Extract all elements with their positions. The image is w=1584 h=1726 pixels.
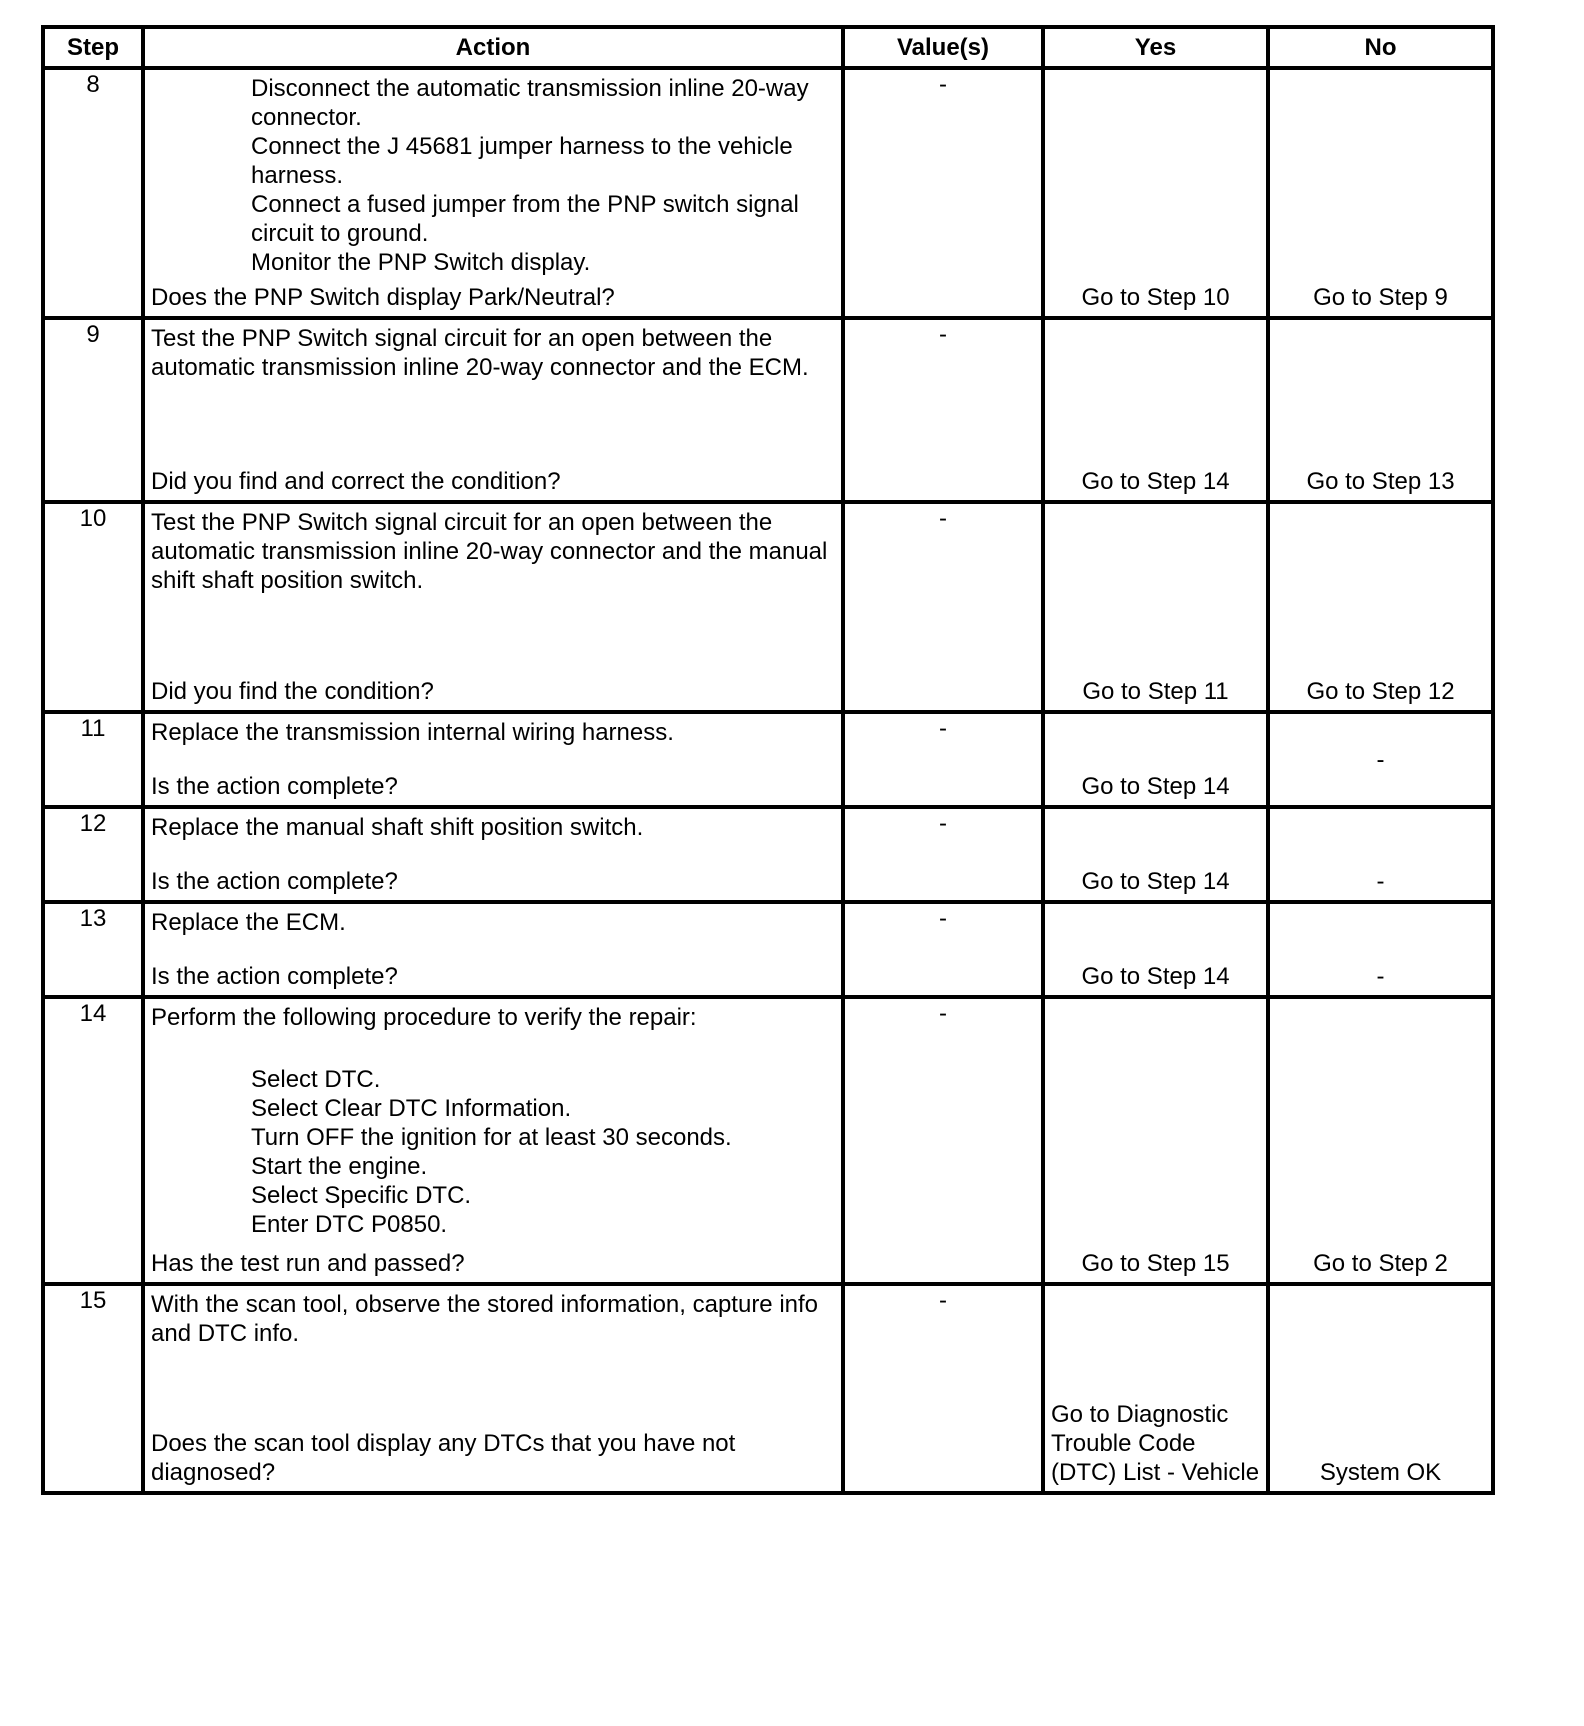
- table-row: [43, 1284, 1493, 1493]
- procedure-step: Select Specific DTC.: [251, 1182, 472, 1209]
- no-cell: [1268, 1284, 1493, 1493]
- header-row: [43, 27, 1493, 68]
- table-row: [43, 902, 1493, 997]
- step-number: 14: [43, 997, 143, 1284]
- yes-cell: [1043, 807, 1268, 902]
- no-result: Go to Step 2: [1313, 1250, 1448, 1277]
- action-cell: [143, 807, 843, 902]
- no-cell: [1268, 68, 1493, 318]
- no-cell: [1268, 902, 1493, 997]
- table-row: [43, 712, 1493, 807]
- yes-result: Go to Step 14: [1081, 868, 1230, 895]
- step-number: 8: [43, 68, 143, 318]
- yes-cell: [1043, 502, 1268, 712]
- no-result: Go to Step 12: [1306, 678, 1455, 705]
- yes-result: Go to Step 14: [1081, 773, 1230, 800]
- action-cell: [143, 902, 843, 997]
- no-cell: [1268, 502, 1493, 712]
- action-text: Replace the transmission internal wiring harness.: [151, 719, 674, 746]
- yes-cell: [1043, 318, 1268, 502]
- header-action: Action: [143, 27, 843, 68]
- yes-cell: [1043, 1284, 1268, 1493]
- action-text: With the scan tool, observe the stored information, capture info and DTC info.: [151, 1291, 819, 1347]
- action-text: Replace the manual shaft shift position switch.: [151, 814, 644, 841]
- procedure-step: Disconnect the automatic transmission inline 20-way connector.: [251, 75, 809, 131]
- no-cell: [1268, 712, 1493, 807]
- action-cell: [143, 318, 843, 502]
- no-result: Go to Step 9: [1313, 284, 1448, 311]
- value-cell: -: [843, 502, 1043, 712]
- procedure-step: Connect the J 45681 jumper harness to the vehicle harness.: [251, 133, 793, 189]
- header-step: Step: [43, 27, 143, 68]
- procedure-step: Start the engine.: [251, 1153, 428, 1180]
- action-cell: [143, 1284, 843, 1493]
- no-result: System OK: [1319, 1459, 1442, 1486]
- yes-result: Go to Step 11: [1082, 678, 1229, 705]
- action-cell: [143, 712, 843, 807]
- table-row: [43, 807, 1493, 902]
- table-row: [43, 68, 1493, 318]
- step-number: 10: [43, 502, 143, 712]
- step-number: 15: [43, 1284, 143, 1493]
- action-question: Did you find and correct the condition?: [151, 468, 561, 495]
- yes-cell: [1043, 712, 1268, 807]
- action-cell: [143, 68, 843, 318]
- action-text: Test the PNP Switch signal circuit for an open between the automatic transmission inline 20-way connector and the manual shift shaft position switch.: [151, 509, 828, 594]
- action-text: Perform the following procedure to verify the repair:: [151, 1004, 697, 1031]
- value-cell: -: [843, 902, 1043, 997]
- action-question: Is the action complete?: [151, 773, 398, 800]
- value-cell: -: [843, 1284, 1043, 1493]
- procedure-step: Enter DTC P0850.: [251, 1211, 448, 1238]
- step-number: 12: [43, 807, 143, 902]
- action-question: Is the action complete?: [151, 868, 398, 895]
- value-cell: -: [843, 68, 1043, 318]
- no-cell: [1268, 807, 1493, 902]
- procedure-step: Monitor the PNP Switch display.: [251, 249, 591, 276]
- yes-result: Go to Step 15: [1081, 1250, 1230, 1277]
- yes-result: Go to Diagnostic Trouble Code (DTC) List - Vehicle: [1051, 1401, 1260, 1486]
- yes-cell: [1043, 997, 1268, 1284]
- action-question: Does the PNP Switch display Park/Neutral?: [151, 284, 615, 311]
- step-number: 9: [43, 318, 143, 502]
- no-result: -: [1376, 868, 1385, 895]
- value-cell: -: [843, 318, 1043, 502]
- action-cell: [143, 997, 843, 1284]
- procedure-step: Turn OFF the ignition for at least 30 seconds.: [251, 1124, 732, 1151]
- action-question: Has the test run and passed?: [151, 1250, 465, 1277]
- diagnostic-table: [41, 25, 1495, 1495]
- value-cell: -: [843, 807, 1043, 902]
- yes-result: Go to Step 14: [1081, 468, 1230, 495]
- action-text: Replace the ECM.: [151, 909, 346, 936]
- no-result: -: [1376, 746, 1385, 773]
- table-row: [43, 318, 1493, 502]
- header-yes: Yes: [1043, 27, 1268, 68]
- action-cell: [143, 502, 843, 712]
- procedure-step: Select Clear DTC Information.: [251, 1095, 572, 1122]
- no-cell: [1268, 997, 1493, 1284]
- yes-result: Go to Step 14: [1081, 963, 1230, 990]
- step-number: 13: [43, 902, 143, 997]
- no-result: -: [1376, 963, 1385, 990]
- action-question: Did you find the condition?: [151, 678, 434, 705]
- action-question: Does the scan tool display any DTCs that you have not diagnosed?: [151, 1430, 736, 1486]
- no-cell: [1268, 318, 1493, 502]
- procedure-list: [145, 1032, 841, 1239]
- value-cell: -: [843, 997, 1043, 1284]
- table-row: [43, 997, 1493, 1284]
- procedure-list: [145, 70, 841, 277]
- table-row: [43, 502, 1493, 712]
- step-number: 11: [43, 712, 143, 807]
- header-no: No: [1268, 27, 1493, 68]
- procedure-step: Select DTC.: [251, 1066, 381, 1093]
- no-result: Go to Step 13: [1306, 468, 1455, 495]
- procedure-step: Connect a fused jumper from the PNP switch signal circuit to ground.: [251, 191, 799, 247]
- action-question: Is the action complete?: [151, 963, 398, 990]
- header-values: Value(s): [843, 27, 1043, 68]
- yes-cell: [1043, 68, 1268, 318]
- yes-cell: [1043, 902, 1268, 997]
- yes-result: Go to Step 10: [1081, 284, 1230, 311]
- action-text: Test the PNP Switch signal circuit for an open between the automatic transmission inline 20-way connector and the ECM.: [151, 325, 809, 381]
- value-cell: -: [843, 712, 1043, 807]
